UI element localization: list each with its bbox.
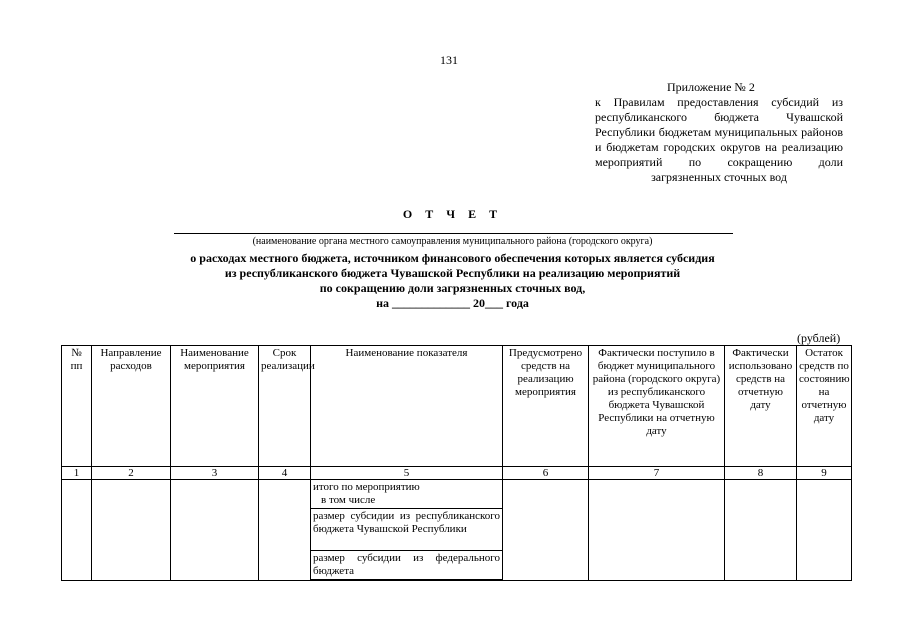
org-name-caption: (наименование органа местного самоуправления муниципального района (городского округа) xyxy=(252,236,653,247)
page-number: 131 xyxy=(440,53,458,67)
empty-cell xyxy=(62,480,92,581)
empty-cell xyxy=(725,480,797,581)
header-cell-term: Срок реализации xyxy=(259,346,311,467)
report-table xyxy=(61,345,852,581)
column-number: 6 xyxy=(503,467,589,480)
units-label: (рублей) xyxy=(797,331,841,345)
empty-cell xyxy=(259,480,311,581)
column-number-row xyxy=(62,467,852,480)
header-cell-received: Фактически поступило в бюджет муниципального района (городского округа) из республиканского бюджета Чувашской Республики на отчетную дату xyxy=(589,346,725,467)
subtitle-line: на _____________ 20___ года xyxy=(376,296,529,310)
indicator-republican-subsidy: размер субсидии из республиканского бюджета Чувашской Республики xyxy=(311,509,503,551)
empty-cell xyxy=(171,480,259,581)
header-cell-used: Фактически использовано средств на отчетную дату xyxy=(725,346,797,467)
empty-cell xyxy=(797,480,852,581)
column-number: 3 xyxy=(171,467,259,480)
indicator-cell-total xyxy=(311,480,503,509)
empty-cell xyxy=(92,480,171,581)
header-cell-planned: Предусмотрено средств на реализацию мероприятия xyxy=(503,346,589,467)
column-number: 8 xyxy=(725,467,797,480)
empty-cell xyxy=(503,480,589,581)
indicator-total: итого по мероприятию xyxy=(313,481,420,493)
header-cell-measure: Наименование мероприятия xyxy=(171,346,259,467)
header-cell-num: № пп xyxy=(62,346,92,467)
indicator-including: в том числе xyxy=(321,494,376,506)
header-cell-direction: Направление расходов xyxy=(92,346,171,467)
appendix-text: к Правилам предоставления субсидий из республиканского бюджета Чувашской Республики бюджетам муниципальных районов и бюджетам городских округов на реализацию мероприятий по сокращению доли загрязненных сточных вод xyxy=(595,95,843,184)
header-cell-balance: Остаток средств по состоянию на отчетную дату xyxy=(797,346,852,467)
header-cell-indicator: Наименование показателя xyxy=(311,346,503,467)
indicator-federal-subsidy: размер субсидии из федерального бюджета xyxy=(311,551,503,581)
subtitle-line: по сокращению доли загрязненных сточных вод, xyxy=(319,281,586,295)
subtitle-line: о расходах местного бюджета, источником финансового обеспечения которых является субсидия xyxy=(190,251,715,265)
column-number: 5 xyxy=(311,467,503,480)
appendix-title: Приложение № 2 xyxy=(667,80,755,94)
column-number: 7 xyxy=(589,467,725,480)
empty-cell xyxy=(589,480,725,581)
subtitle-line: из республиканского бюджета Чувашской Республики на реализацию мероприятий xyxy=(224,266,681,280)
report-subtitle xyxy=(0,251,905,311)
header-row xyxy=(62,346,852,467)
column-number: 4 xyxy=(259,467,311,480)
column-number: 1 xyxy=(62,467,92,480)
column-number: 9 xyxy=(797,467,852,480)
column-number: 2 xyxy=(92,467,171,480)
report-title: О Т Ч Е Т xyxy=(402,207,503,221)
appendix-block xyxy=(595,80,843,185)
org-name-blank-line xyxy=(174,233,733,234)
table-row xyxy=(62,480,852,509)
